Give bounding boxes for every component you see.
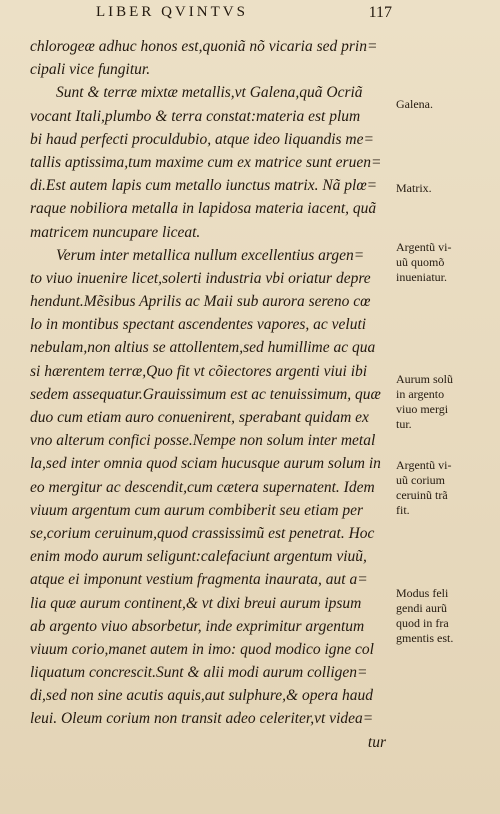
text-line: lia quæ aurum continent,& vt dixi breui aurum ipsum <box>30 594 362 612</box>
margin-note-galena <box>396 97 496 112</box>
text-line: ab argento viuo absorbetur, inde exprimitur argentum <box>30 617 365 635</box>
text-line: Sunt & terræ mixtæ metallis,vt Galena,quã Ocriã <box>56 84 363 102</box>
text-line: matricem nuncupare liceat. <box>30 223 201 241</box>
text-line: sedem assequatur.Grauissimum est ac tenuissimum, quæ <box>30 385 381 403</box>
margin-note-argentum-viuum <box>396 240 496 285</box>
catchword: tur <box>367 733 386 751</box>
text-line: duo cum etiam auro conuenirent, sperabant quidam ex <box>30 409 369 426</box>
note-line: tur. <box>396 417 412 431</box>
margin-note-corium-ceruinum <box>396 458 496 518</box>
text-line: to viuo inuenire licet,solerti industria vbi oriatur depre <box>30 269 371 287</box>
text-line: viuum corio,manet autem in imo: quod modico igne col <box>30 640 374 658</box>
text-line: vno alterum confici posse.Nempe non solum inter metal <box>30 432 376 450</box>
text-line: Verum inter metallica nullum excellentius argen= <box>56 246 365 264</box>
note-line: Matrix. <box>396 181 432 195</box>
margin-note-aurum-solum <box>396 372 496 432</box>
text-line: se,corium ceruinum,quod crassissimũ est penetrat. Hoc <box>30 524 375 542</box>
text-line: cipali vice fungitur. <box>30 61 151 79</box>
margin-note-matrix <box>396 181 496 196</box>
text-line: leui. Oleum corium non transit adeo celeriter,vt videa= <box>30 710 374 728</box>
text-line: vocant Itali,plumbo & terra constat:materia est plum <box>30 107 361 125</box>
text-line: viuum argentum cum aurum combiberit seu etiam per <box>30 501 364 519</box>
note-line: uũ quomõ <box>396 255 445 269</box>
text-line: tallis aptissima,tum maxime cum ex matrice sunt eruen= <box>30 153 382 171</box>
note-line: in argento <box>396 387 445 401</box>
text-line: enim modo aurum seligunt:calefaciunt argentum viuũ, <box>30 548 367 566</box>
text-line: nebulam,non altius se attollentem,sed humillime ac qua <box>30 339 376 357</box>
note-line: Argentũ vi- <box>396 458 452 472</box>
note-line: viuo mergi <box>396 402 449 416</box>
text-line: di.Est autem lapis cum metallo iunctus matrix. Nã plœ= <box>30 177 378 195</box>
text-line: lo in montibus spectant ascendentes vapores, ac veluti <box>30 316 367 334</box>
running-title: LIBER QVINTVS <box>96 4 248 20</box>
note-line: ceruinũ trã <box>396 488 448 502</box>
main-text-column <box>30 35 392 754</box>
note-line: fit. <box>396 503 410 517</box>
note-line: quod in fra <box>396 616 449 630</box>
text-line: atque ei imponunt vestium fragmenta inaurata, aut a= <box>30 571 368 589</box>
text-line: eo mergitur ac descendit,cum cætera supernatent. Idem <box>30 478 375 496</box>
text-line: bi haud perfecti proculdubio, atque ideo liquandis me= <box>30 130 374 148</box>
text-line: di,sed non sine acutis aquis,aut sulphure,& opera haud <box>30 687 373 705</box>
text-line: si hærentem terræ,Quo fit vt cõiectores argenti viui ibi <box>30 362 368 380</box>
note-line: gmentis est. <box>396 631 454 645</box>
page-number: 117 <box>368 4 392 21</box>
note-line: Aurum solũ <box>396 372 453 386</box>
note-line: gendi aurũ <box>396 601 447 615</box>
margin-note-modus-seligendi <box>396 586 496 646</box>
running-header <box>96 4 392 26</box>
note-line: Argentũ vi- <box>396 240 452 254</box>
note-line: Galena. <box>396 97 433 111</box>
text-line: la,sed inter omnia quod sciam hucusque aurum solum in <box>30 455 381 473</box>
text-line: chlorogeæ adhuc honos est,quoniã nõ vicaria sed prin= <box>30 38 378 55</box>
text-line: liquatum concrescit.Sunt & alii modi aurum colligen= <box>30 664 368 682</box>
note-line: uũ corium <box>396 473 445 487</box>
note-line: inueniatur. <box>396 270 447 284</box>
note-line: Modus feli <box>396 586 449 600</box>
text-line: raque nobiliora metalla in lapidosa materia iacent, quã <box>30 200 377 218</box>
text-line: hendunt.Mẽsibus Aprilis ac Maii sub aurora sereno cœ <box>30 293 371 311</box>
